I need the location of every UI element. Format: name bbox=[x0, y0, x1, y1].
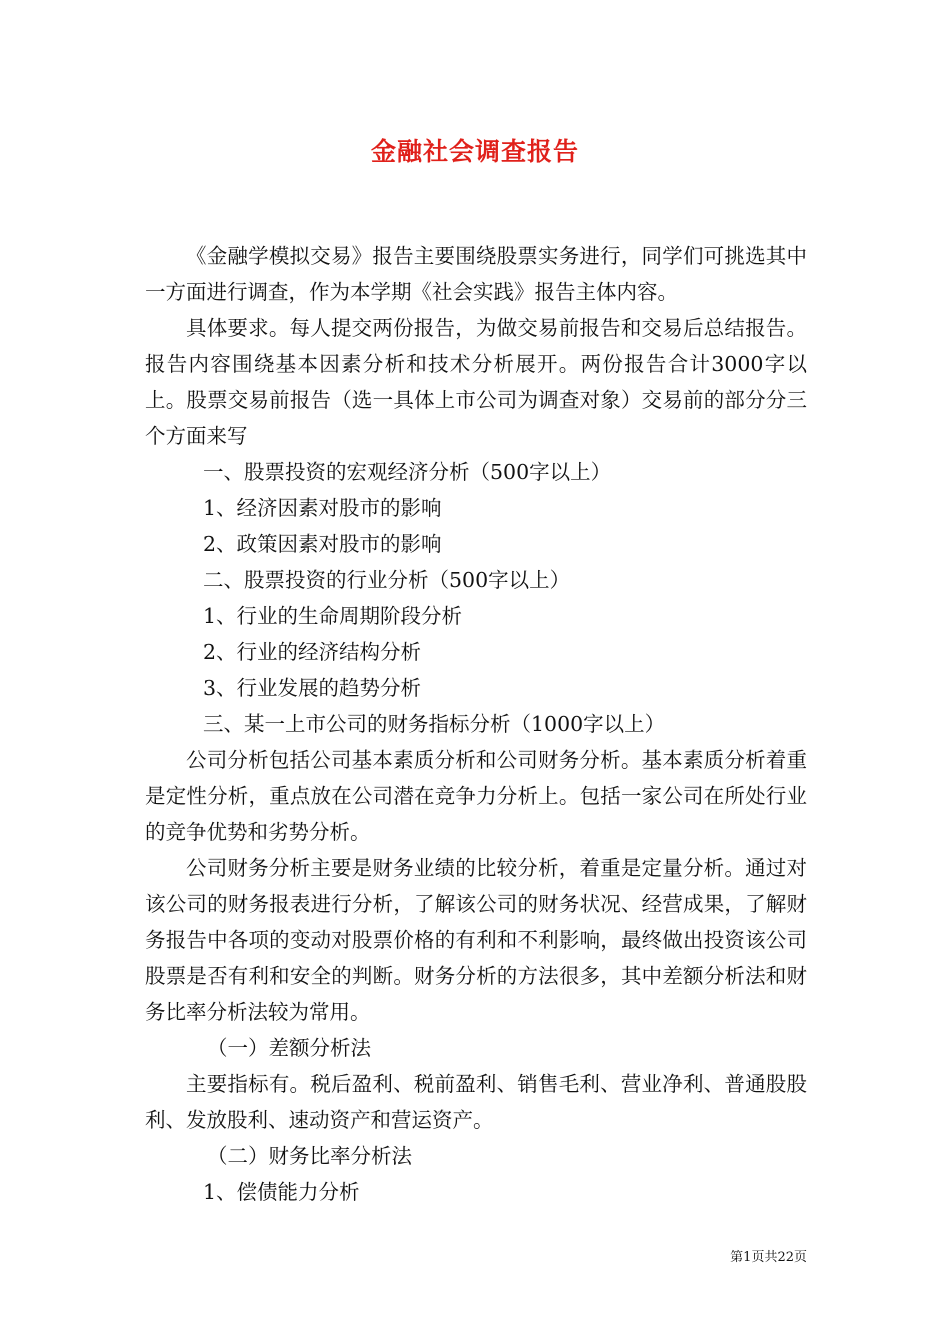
list-item: 2、行业的经济结构分析 bbox=[203, 640, 422, 664]
list-item: 1、经济因素对股市的影响 bbox=[203, 496, 442, 520]
list-item: 3、行业发展的趋势分析 bbox=[203, 676, 422, 700]
page-number: 第1页共22页 bbox=[730, 1250, 807, 1265]
paragraph-company-analysis: 公司分析包括公司基本素质分析和公司财务分析。基本素质分析着重是定性分析，重点放在公司潜在竞争力分析上。包括一家公司在所处行业的竞争优势和劣势分析。 bbox=[145, 748, 807, 844]
list-item: 1、行业的生命周期阶段分析 bbox=[203, 604, 463, 628]
heading-financial-analysis: 三、某一上市公司的财务指标分析（1000字以上） bbox=[203, 712, 666, 736]
paragraph-requirements: 具体要求。每人提交两份报告，为做交易前报告和交易后总结报告。报告内容围绕基本因素分析和技术分析展开。两份报告合计3000字以上。股票交易前报告（选一具体上市公司为调查对象）交易前的部分分三个方面来写 bbox=[145, 316, 807, 448]
paragraph-intro: 《金融学模拟交易》报告主要围绕股票实务进行，同学们可挑选其中一方面进行调查，作为本学期《社会实践》报告主体内容。 bbox=[145, 244, 807, 304]
heading-industry-analysis: 二、股票投资的行业分析（500字以上） bbox=[203, 568, 571, 592]
list-item: 2、政策因素对股市的影响 bbox=[203, 532, 442, 556]
paragraph-indicators: 主要指标有。税后盈利、税前盈利、销售毛利、营业净利、普通股股利、发放股利、速动资产和营运资产。 bbox=[145, 1072, 807, 1132]
paragraph-financial-analysis: 公司财务分析主要是财务业绩的比较分析，着重是定量分析。通过对该公司的财务报表进行分析，了解该公司的财务状况、经营成果，了解财务报告中各项的变动对股票价格的有利和不利影响，最终做出投资该公司股票是否有利和安全的判断。财务分析的方法很多，其中差额分析法和财务比率分析法较为常用。 bbox=[145, 856, 807, 1024]
heading-difference-method: （一）差额分析法 bbox=[207, 1036, 371, 1060]
document-body bbox=[145, 238, 807, 1210]
list-item: 1、偿债能力分析 bbox=[203, 1180, 360, 1204]
heading-macro-analysis: 一、股票投资的宏观经济分析（500字以上） bbox=[203, 460, 612, 484]
heading-ratio-method: （二）财务比率分析法 bbox=[207, 1144, 412, 1168]
document-title: 金融社会调查报告 bbox=[370, 137, 579, 166]
